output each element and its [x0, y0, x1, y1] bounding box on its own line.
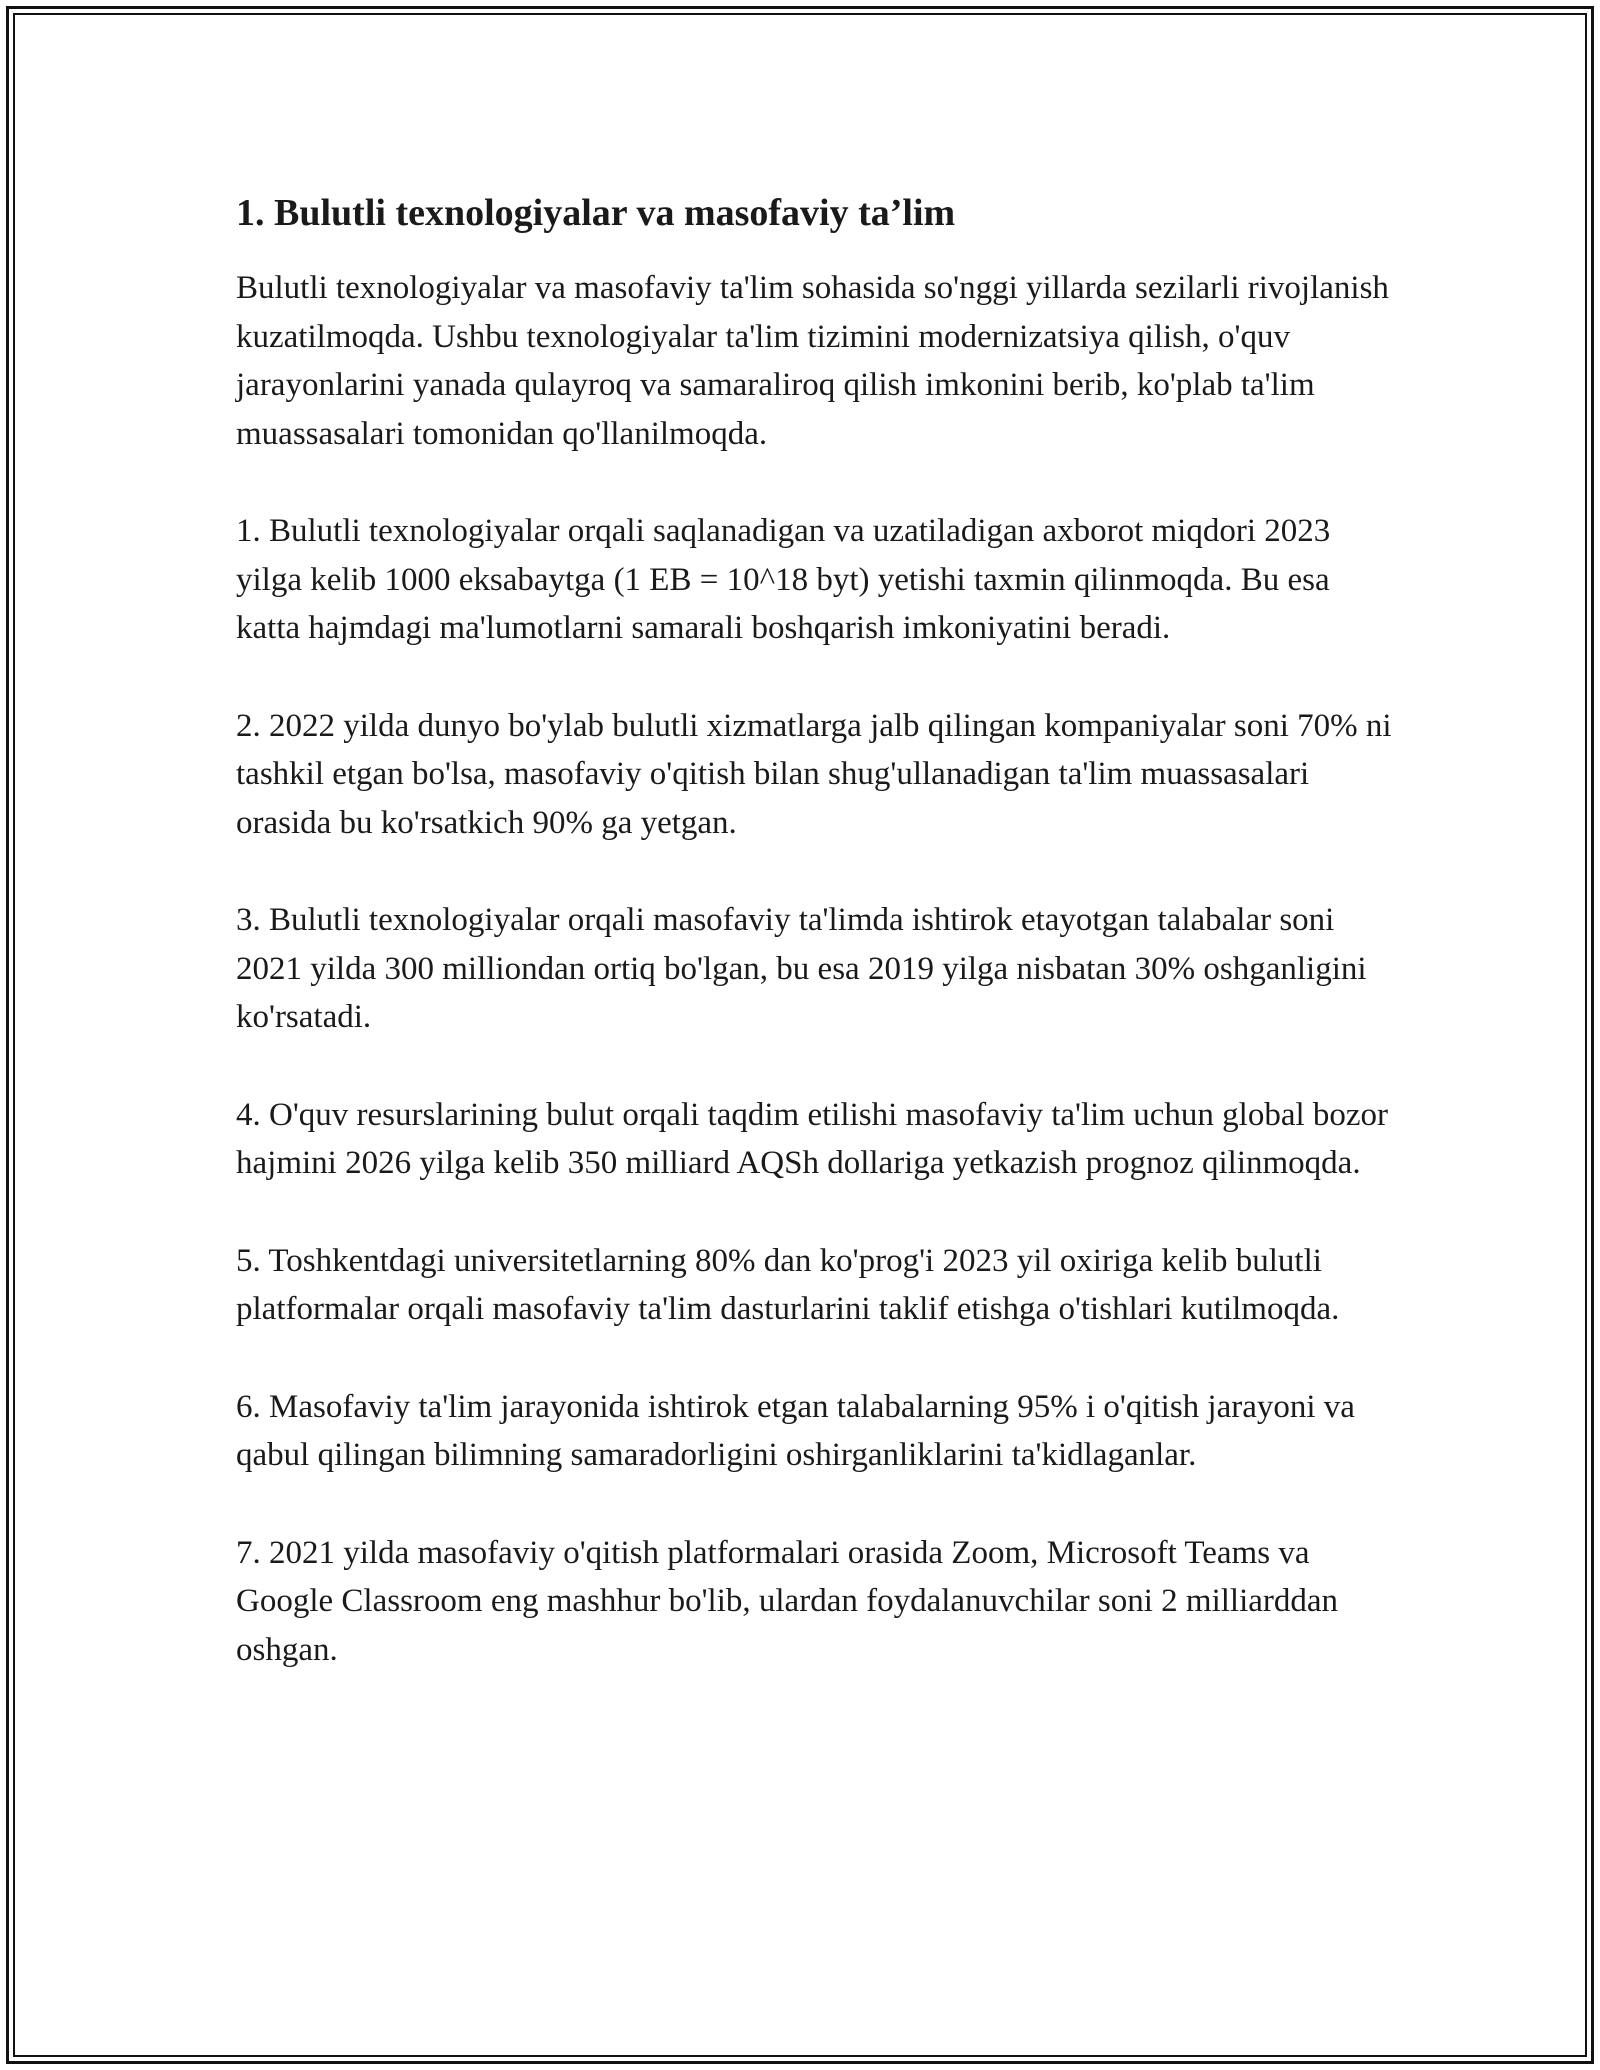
point-1: 1. Bulutli texnologiyalar orqali saqlanadigan va uzatiladigan axborot miqdori 2023 yilga kelib 1000 eksabaytga (1 EB = 10^18 byt) yetishi taxmin qilinmoqda. Bu esa katta hajmdagi ma'lumotlarni samarali boshqarish imkoniyatini beradi.	[236, 513, 1331, 646]
point-6: 6. Masofaviy ta'lim jarayonida ishtirok etgan talabalarning 95% i o'qitish jarayoni va qabul qilingan bilimning samaradorligini oshirganliklarini ta'kidlaganlar.	[236, 1388, 1355, 1473]
point-4: 4. O'quv resurslarining bulut orqali taqdim etilishi masofaviy ta'lim uchun global bozor hajmini 2026 yilga kelib 350 milliard AQSh dollariga yetkazish prognoz qilinmoqda.	[236, 1096, 1389, 1181]
document-body	[236, 188, 1396, 1723]
point-5: 5. Toshkentdagi universitetlarning 80% dan ko'prog'i 2023 yil oxiriga kelib bulutli platformalar orqali masofaviy ta'lim dasturlarini taklif etishga o'tishlari kutilmoqda.	[236, 1242, 1340, 1327]
point-2: 2. 2022 yilda dunyo bo'ylab bulutli xizmatlarga jalb qilingan kompaniyalar soni 70% ni tashkil etgan bo'lsa, masofaviy o'qitish bilan shug'ullanadigan ta'lim muassasalari orasida bu ko'rsatkich 90% ga yetgan.	[236, 707, 1392, 841]
section-title: 1. Bulutli texnologiyalar va masofaviy ta’lim	[236, 192, 956, 234]
intro-paragraph: Bulutli texnologiyalar va masofaviy ta'lim sohasida so'nggi yillarda sezilarli rivojlanish kuzatilmoqda. Ushbu texnologiyalar ta'lim tizimini modernizatsiya qilish, o'quv jarayonlarini yanada qulayroq va samaraliroq qilish imkonini berib, ko'plab ta'lim muassasalari tomonidan qo'llanilmoqda.	[236, 270, 1389, 452]
point-3: 3. Bulutli texnologiyalar orqali masofaviy ta'limda ishtirok etayotgan talabalar soni 2021 yilda 300 milliondan ortiq bo'lgan, bu esa 2019 yilga nisbatan 30% oshganligini ko'rsatadi.	[236, 902, 1367, 1035]
point-7: 7. 2021 yilda masofaviy o'qitish platformalari orasida Zoom, Microsoft Teams va Google Classroom eng mashhur bo'lib, ulardan foydalanuvchilar soni 2 milliarddan oshgan.	[236, 1534, 1339, 1668]
